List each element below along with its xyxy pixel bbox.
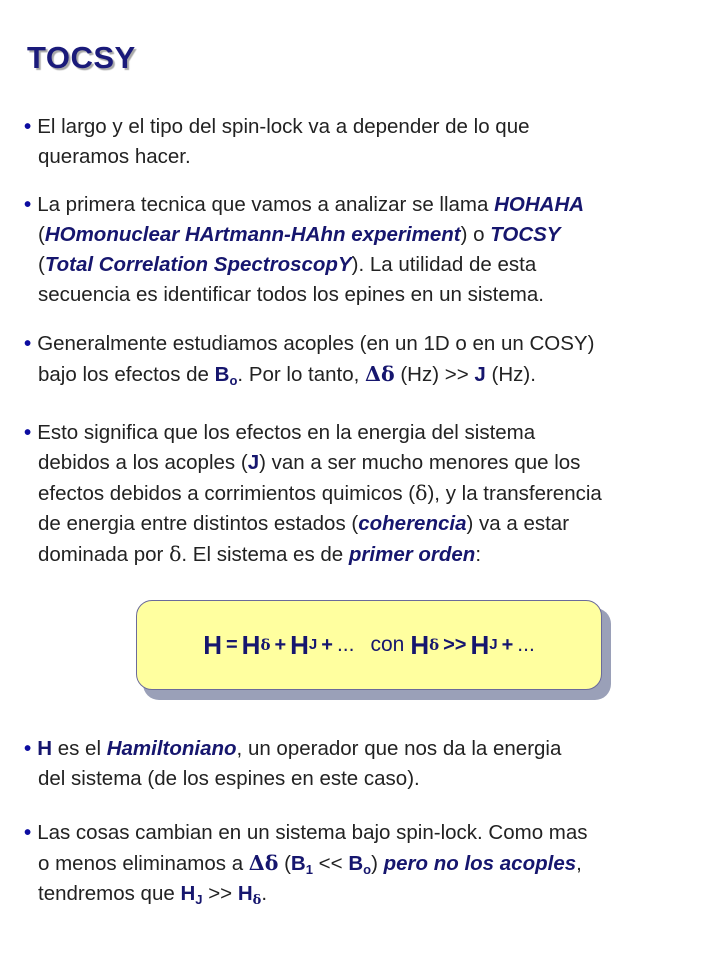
bullet-icon: • (24, 737, 32, 760)
text-fragment: . Por lo tanto, (237, 363, 366, 386)
text-fragment: tendremos que (38, 882, 181, 905)
text-line: Generalmente estudiamos acoples (en un 1D o en un COSY) (37, 332, 595, 355)
plus-sign: + (321, 633, 333, 656)
delta-delta-symbol: Δδ (248, 851, 279, 875)
text-fragment: ). La utilidad de esta (351, 253, 537, 276)
text-fragment: o menos eliminamos a (38, 852, 249, 875)
con-word: con (370, 633, 405, 656)
h-symbol: H (37, 737, 52, 760)
text-line: queramos hacer. (38, 145, 191, 168)
text-fragment: (Hz) >> (394, 363, 475, 386)
text-fragment: ), y la transferencia (427, 482, 602, 505)
text-line: secuencia es identificar todos los epines en un sistema. (38, 283, 544, 306)
bullet-icon: • (24, 115, 32, 138)
paragraph-spin-lock-change (24, 818, 588, 909)
b-symbol: B (214, 363, 230, 386)
text-fragment: , un operador que nos da la energia (236, 737, 562, 760)
text-fragment: ( (278, 852, 291, 875)
h-symbol: H (180, 882, 196, 905)
h-symbol: H (203, 629, 222, 660)
text-fragment: , (576, 852, 582, 875)
delta-symbol: δ (415, 481, 428, 505)
text-fragment: ) va a estar (466, 512, 570, 535)
much-greater-sign: >> (443, 633, 467, 656)
subscript: J (195, 892, 203, 907)
text-line: del sistema (de los espines en este caso). (38, 767, 420, 790)
tocsy-term: TOCSY (490, 223, 561, 246)
h-symbol: H (470, 629, 490, 660)
text-fragment: (Hz). (485, 363, 536, 386)
much-less-sign: << (312, 852, 349, 875)
hohaha-expansion: HOmonuclear HArtmann-HAhn experiment (44, 223, 461, 246)
paren: ( (38, 223, 45, 246)
text-fragment: ) o (460, 223, 491, 246)
plus-sign: + (501, 633, 514, 656)
equals-sign: = (225, 633, 238, 656)
bullet-icon: • (24, 193, 32, 216)
text-line: El largo y el tipo del spin-lock va a depender de lo que (37, 115, 530, 138)
text-line: La primera tecnica que vamos a analizar se llama (37, 193, 495, 216)
ellipsis: ... (336, 633, 355, 656)
paragraph-hohaha (24, 190, 584, 310)
hohaha-term: HOHAHA (494, 193, 585, 216)
paragraph-acoples (24, 329, 594, 390)
delta-symbol: δ (169, 542, 182, 566)
j-symbol: J (247, 451, 260, 474)
text-fragment: dominada por (38, 543, 170, 566)
subscript: o (363, 862, 372, 877)
subscript: o (229, 373, 238, 388)
primer-orden-term: primer orden (348, 543, 476, 566)
bullet-icon: • (24, 332, 32, 355)
text-fragment: efectos debidos a corrimientos quimicos ( (38, 482, 416, 505)
much-greater-sign: >> (202, 882, 238, 905)
text-fragment: ) (371, 852, 384, 875)
paragraph-spin-lock (24, 112, 530, 172)
b-symbol: B (290, 852, 306, 875)
subscript: 1 (305, 862, 313, 877)
text-fragment: debidos a los acoples ( (38, 451, 248, 474)
text-fragment: . (261, 882, 268, 905)
hamiltoniano-term: Hamiltoniano (106, 737, 237, 760)
text-line: Esto significa que los efectos en la energia del sistema (37, 421, 536, 444)
bullet-icon: • (24, 821, 32, 844)
paren: ( (38, 253, 45, 276)
h-symbol: H (290, 629, 309, 660)
tocsy-expansion: Total Correlation SpectroscopY (44, 253, 352, 276)
h-symbol: H (237, 882, 253, 905)
b-symbol: B (348, 852, 364, 875)
paragraph-efectos (24, 418, 602, 570)
text-fragment: : (475, 543, 482, 566)
page-title: TOCSY (27, 40, 136, 75)
j-symbol: J (474, 363, 486, 386)
delta-subscript: δ (252, 893, 262, 908)
delta-delta-symbol: Δδ (365, 362, 395, 386)
plus-sign: + (274, 633, 287, 656)
text-fragment: es el (52, 737, 107, 760)
text-fragment: . El sistema es de (181, 543, 349, 566)
text-fragment: bajo los efectos de (38, 363, 215, 386)
h-symbol: H (410, 629, 430, 660)
pero-no-los-acoples-term: pero no los acoples (383, 852, 577, 875)
text-line: Las cosas cambian en un sistema bajo spin-lock. Como mas (37, 821, 588, 844)
ellipsis: ... (517, 633, 535, 656)
text-fragment: ) van a ser mucho menores que los (259, 451, 581, 474)
equation-box: H = H δ + H J + ... con H δ >> H J + ... (136, 600, 602, 690)
text-fragment: de energia entre distintos estados ( (38, 512, 359, 535)
bullet-icon: • (24, 421, 32, 444)
h-symbol: H (241, 629, 261, 660)
paragraph-hamiltoniano (24, 734, 561, 794)
coherencia-term: coherencia (358, 512, 467, 535)
